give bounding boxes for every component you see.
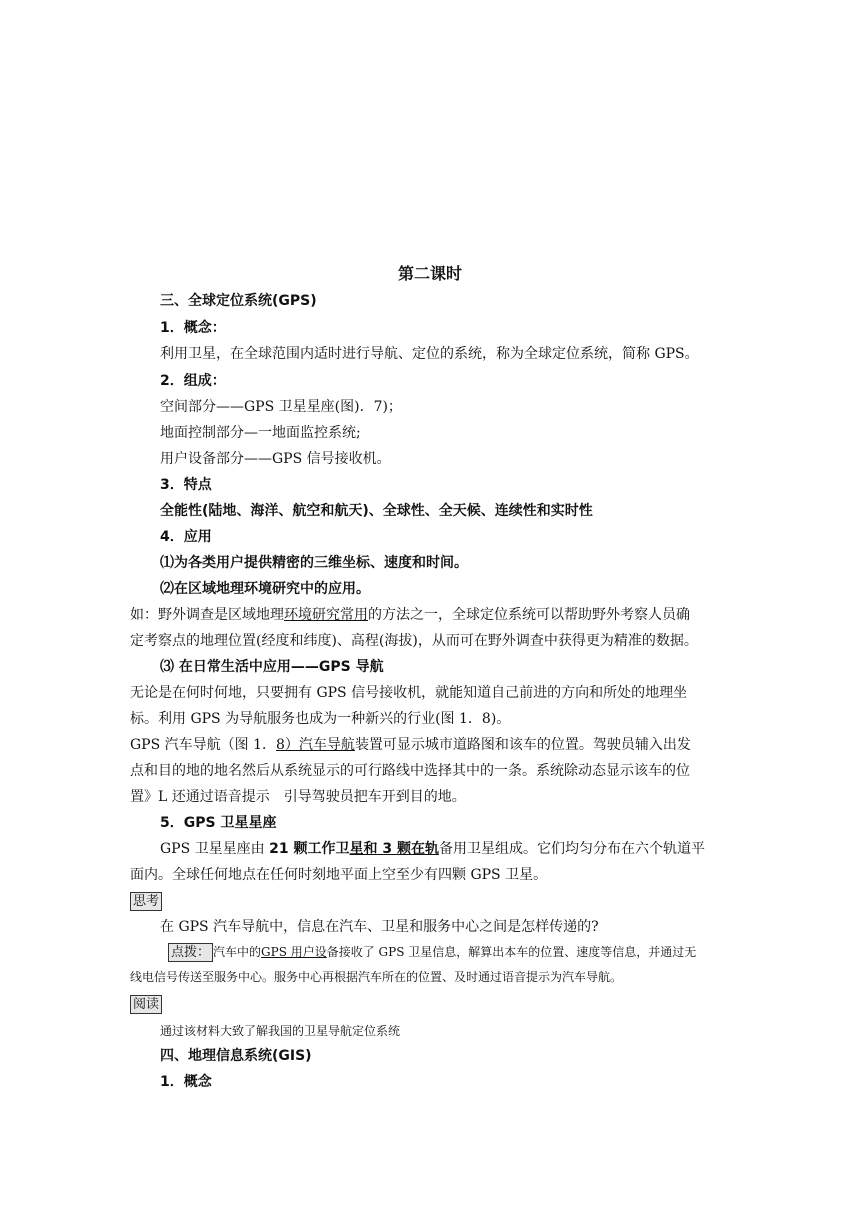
- car-navigation-underlined-text: 8）汽车导航: [276, 737, 355, 753]
- think-label-box: 思考: [130, 892, 162, 911]
- section-heading-gps: 三、全球定位系统(GPS): [160, 293, 317, 309]
- section-heading-gis: 四、地理信息系统(GIS): [160, 1048, 312, 1064]
- subheading-applications: 4．应用: [160, 529, 212, 545]
- application-1: ⑴为各类用户提供精密的三维坐标、速度和时间。: [160, 555, 468, 571]
- constellation-bold-text: 21 颗工作卫: [269, 841, 350, 857]
- composition-user: 用户设备部分——GPS 信号接收机。: [160, 451, 391, 467]
- constellation-text: 备用卫星: [438, 841, 495, 857]
- read-text: 通过该材料大致了解我国的卫星导航定位系统: [160, 1024, 401, 1038]
- example-text: 如：野外调查是区域地理: [130, 607, 284, 623]
- subheading-constellation: 5．GPS 卫星星座: [160, 815, 277, 831]
- hint-line-2: 线电信号传送至服务中心。服务中心再根据汽车所在的位置、及时通过语音提示为汽车导航。: [130, 970, 623, 984]
- constellation-text: GPS 卫星星座由: [160, 841, 270, 857]
- car-navigation-text: GPS 汽车导航（图 1．: [130, 737, 277, 753]
- read-box-row: [130, 994, 732, 1014]
- hint-text: 汽车中的: [213, 945, 262, 959]
- think-box-row: [130, 891, 732, 911]
- subheading-concept: 1．概念：: [160, 320, 226, 336]
- concept-text: 利用卫星，在全球范围内适时进行导航、定位的系统，称为全球定位系统，简称 GPS。: [160, 346, 699, 362]
- constellation-line-2: 面内。全球任何地点在任何时刻地平面上空至少有四颗 GPS 卫星。: [130, 867, 548, 883]
- subheading-gis-concept: 1．概念: [160, 1074, 212, 1090]
- hint-text: 备接收了 GPS 卫星信息，解算出本车的位置、速度等信息，并通过无: [326, 945, 697, 959]
- navigation-paragraph-line-2: 标。利用 GPS 为导航服务也成为一种新兴的行业(图 1．8)。: [130, 711, 511, 727]
- think-question: 在 GPS 汽车导航中，信息在汽车、卫星和服务中心之间是怎样传递的?: [160, 919, 599, 935]
- car-navigation-line-1: [130, 735, 732, 755]
- hint-line-1: [168, 942, 733, 962]
- page-title: 第二课时: [397, 264, 462, 283]
- constellation-line-1: [160, 839, 732, 859]
- subheading-features: 3．特点: [160, 477, 212, 493]
- car-navigation-text: 装置可显示城市道路图和该车的位置。驾驶员辅入出发: [354, 737, 691, 753]
- navigation-paragraph-line-1: 无论是在何时何地，只要拥有 GPS 信号接收机，就能知道自己前进的方向和所处的地理坐: [130, 685, 688, 701]
- example-line-1: [130, 605, 732, 625]
- hint-label-box: 点拨：: [168, 943, 213, 962]
- example-text: 的方法之一，全球定位系统可以帮助野外考察人员确: [368, 607, 690, 623]
- features-text: 全能性(陆地、海洋、航空和航天)、全球性、全天候、连续性和实时性: [160, 503, 593, 519]
- hint-underlined-text: GPS 用户设: [261, 945, 327, 959]
- example-underlined-text: 环境研究常用: [284, 607, 368, 623]
- subheading-composition: 2．组成：: [160, 373, 226, 389]
- constellation-text: 组成。它们均匀分布在六个轨道平: [494, 841, 705, 857]
- application-3: ⑶ 在日常生活中应用——GPS 导航: [160, 659, 384, 675]
- composition-ground: 地面控制部分—一地面监控系统;: [160, 425, 361, 441]
- example-line-2: 定考察点的地理位置(经度和纬度)、高程(海拔)，从而可在野外调查中获得更为精准的数据。: [130, 633, 698, 649]
- composition-space: 空间部分——GPS 卫星星座(图)．7)；: [160, 399, 402, 415]
- car-navigation-line-2: 点和目的地的地名然后从系统显示的可行路线中选择其中的一条。系统除动态显示该车的位: [130, 763, 690, 779]
- car-navigation-line-3: 置》L 还通过语音提示 引导驾驶员把车开到目的地。: [130, 789, 466, 805]
- constellation-bold-underlined-text: 星和 3 颗在轨: [349, 841, 439, 857]
- read-label-box: 阅读: [130, 995, 162, 1014]
- application-2: ⑵在区域地理环境研究中的应用。: [160, 581, 370, 597]
